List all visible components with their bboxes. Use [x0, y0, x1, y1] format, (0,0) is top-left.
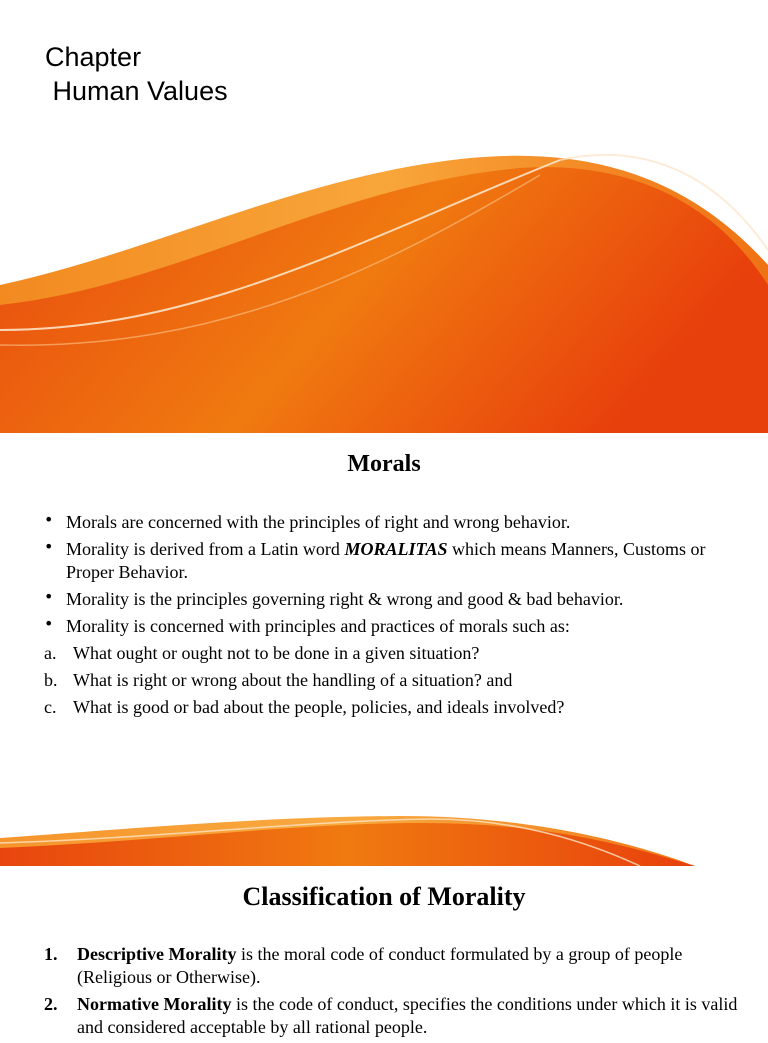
orange-wave-decoration [0, 0, 768, 433]
title-slide [0, 0, 768, 433]
bullet-icon: • [44, 587, 54, 606]
orange-wave-footer [0, 433, 768, 866]
slide-heading: Classification of Morality [242, 882, 526, 911]
bullet-icon: • [44, 510, 54, 529]
bullet-item: • Morality is the principles governing right & wrong and good & bad behavior. [44, 587, 624, 609]
slide-heading: Morals [347, 451, 421, 477]
morals-slide [0, 433, 768, 866]
lettered-item: b. What is right or wrong about the handling of a situation? and [44, 670, 513, 690]
item-term: Descriptive Morality [77, 944, 237, 964]
emphasized-term: MORALITAS [344, 539, 448, 559]
bullet-item: • Morality is derived from a Latin word MORALITAS which means Manners, Customs or Proper Behavior. [44, 537, 706, 582]
lettered-item: c. What is good or bad about the people, policies, and ideals involved? [44, 697, 565, 717]
bullet-icon: • [44, 614, 54, 633]
bullet-icon: • [44, 537, 54, 556]
numbered-item: 1. Descriptive Morality is the moral code of conduct formulated by a group of people (Religious or Otherwise). [44, 944, 683, 987]
numbered-item: 2. Normative Morality is the code of conduct, specifies the conditions under which it is valid and considered acceptable by all rational people. [44, 994, 738, 1037]
classification-slide [0, 866, 768, 1037]
numbered-list [44, 943, 744, 1043]
item-term: Normative Morality [77, 994, 232, 1014]
title-line-human-values: Human Values [45, 76, 228, 106]
title-line-chapter: Chapter [45, 42, 142, 72]
bullet-item: • Morals are concerned with the principles of right and wrong behavior. [44, 510, 571, 532]
lettered-item: a. What ought or ought not to be done in a given situation? [44, 643, 480, 663]
bullet-item: • Morality is concerned with principles and practices of morals such as: [44, 614, 570, 636]
